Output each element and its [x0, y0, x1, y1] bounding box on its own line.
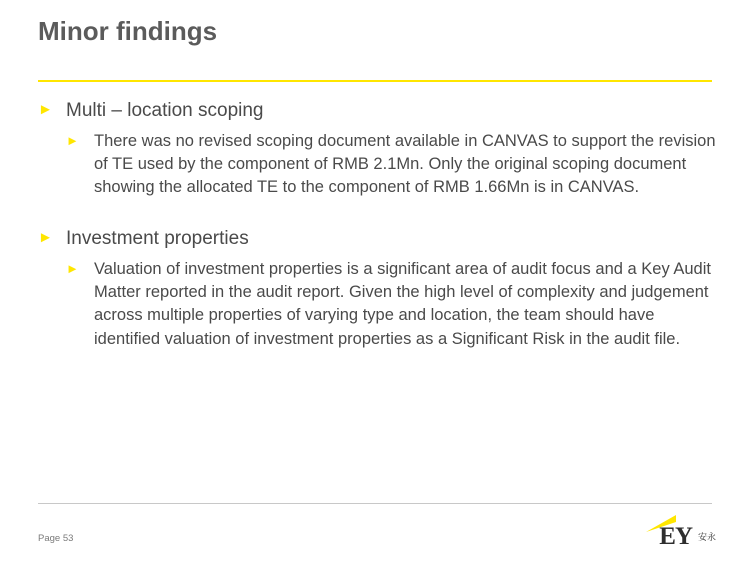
section-heading-text: Multi – location scoping [66, 100, 264, 121]
section-bullet-text: Valuation of investment properties is a significant area of audit focus and a Key Audit Matter reported in the audit report. Given the high level of complexity and judgement across multiple properties of varying type and location, the team should have identified valuation of investment properties as a Significant Risk in the audit file. [94, 259, 711, 348]
title-divider [38, 80, 712, 82]
ey-wordmark: EY [659, 523, 692, 550]
section-heading-investment-properties [38, 226, 718, 252]
footer-divider [38, 503, 712, 504]
bullet-arrow-icon: ► [66, 260, 79, 276]
section-heading-multi-location-scoping [38, 98, 718, 124]
slide-body [38, 90, 718, 351]
section-bullet-investment-properties-1 [66, 258, 718, 352]
section-heading-text: Investment properties [66, 227, 249, 249]
bullet-arrow-icon: ► [38, 228, 53, 246]
ey-logo [636, 515, 722, 551]
page-number: Page 53 [38, 533, 74, 544]
bullet-arrow-icon: ► [66, 132, 79, 148]
ey-chinese-wordmark: 安永 [697, 532, 716, 542]
section-bullet-text: There was no revised scoping document available in CANVAS to support the revision of TE used by the component of RMB 2.1Mn. Only the original scoping document showing the allocated TE to the component of RMB 1.66Mn is in CANVAS. [94, 131, 716, 197]
section-bullet-multi-location-scoping-1 [66, 130, 718, 200]
bullet-arrow-icon: ► [38, 101, 53, 118]
page-title: Minor findings [38, 16, 218, 46]
